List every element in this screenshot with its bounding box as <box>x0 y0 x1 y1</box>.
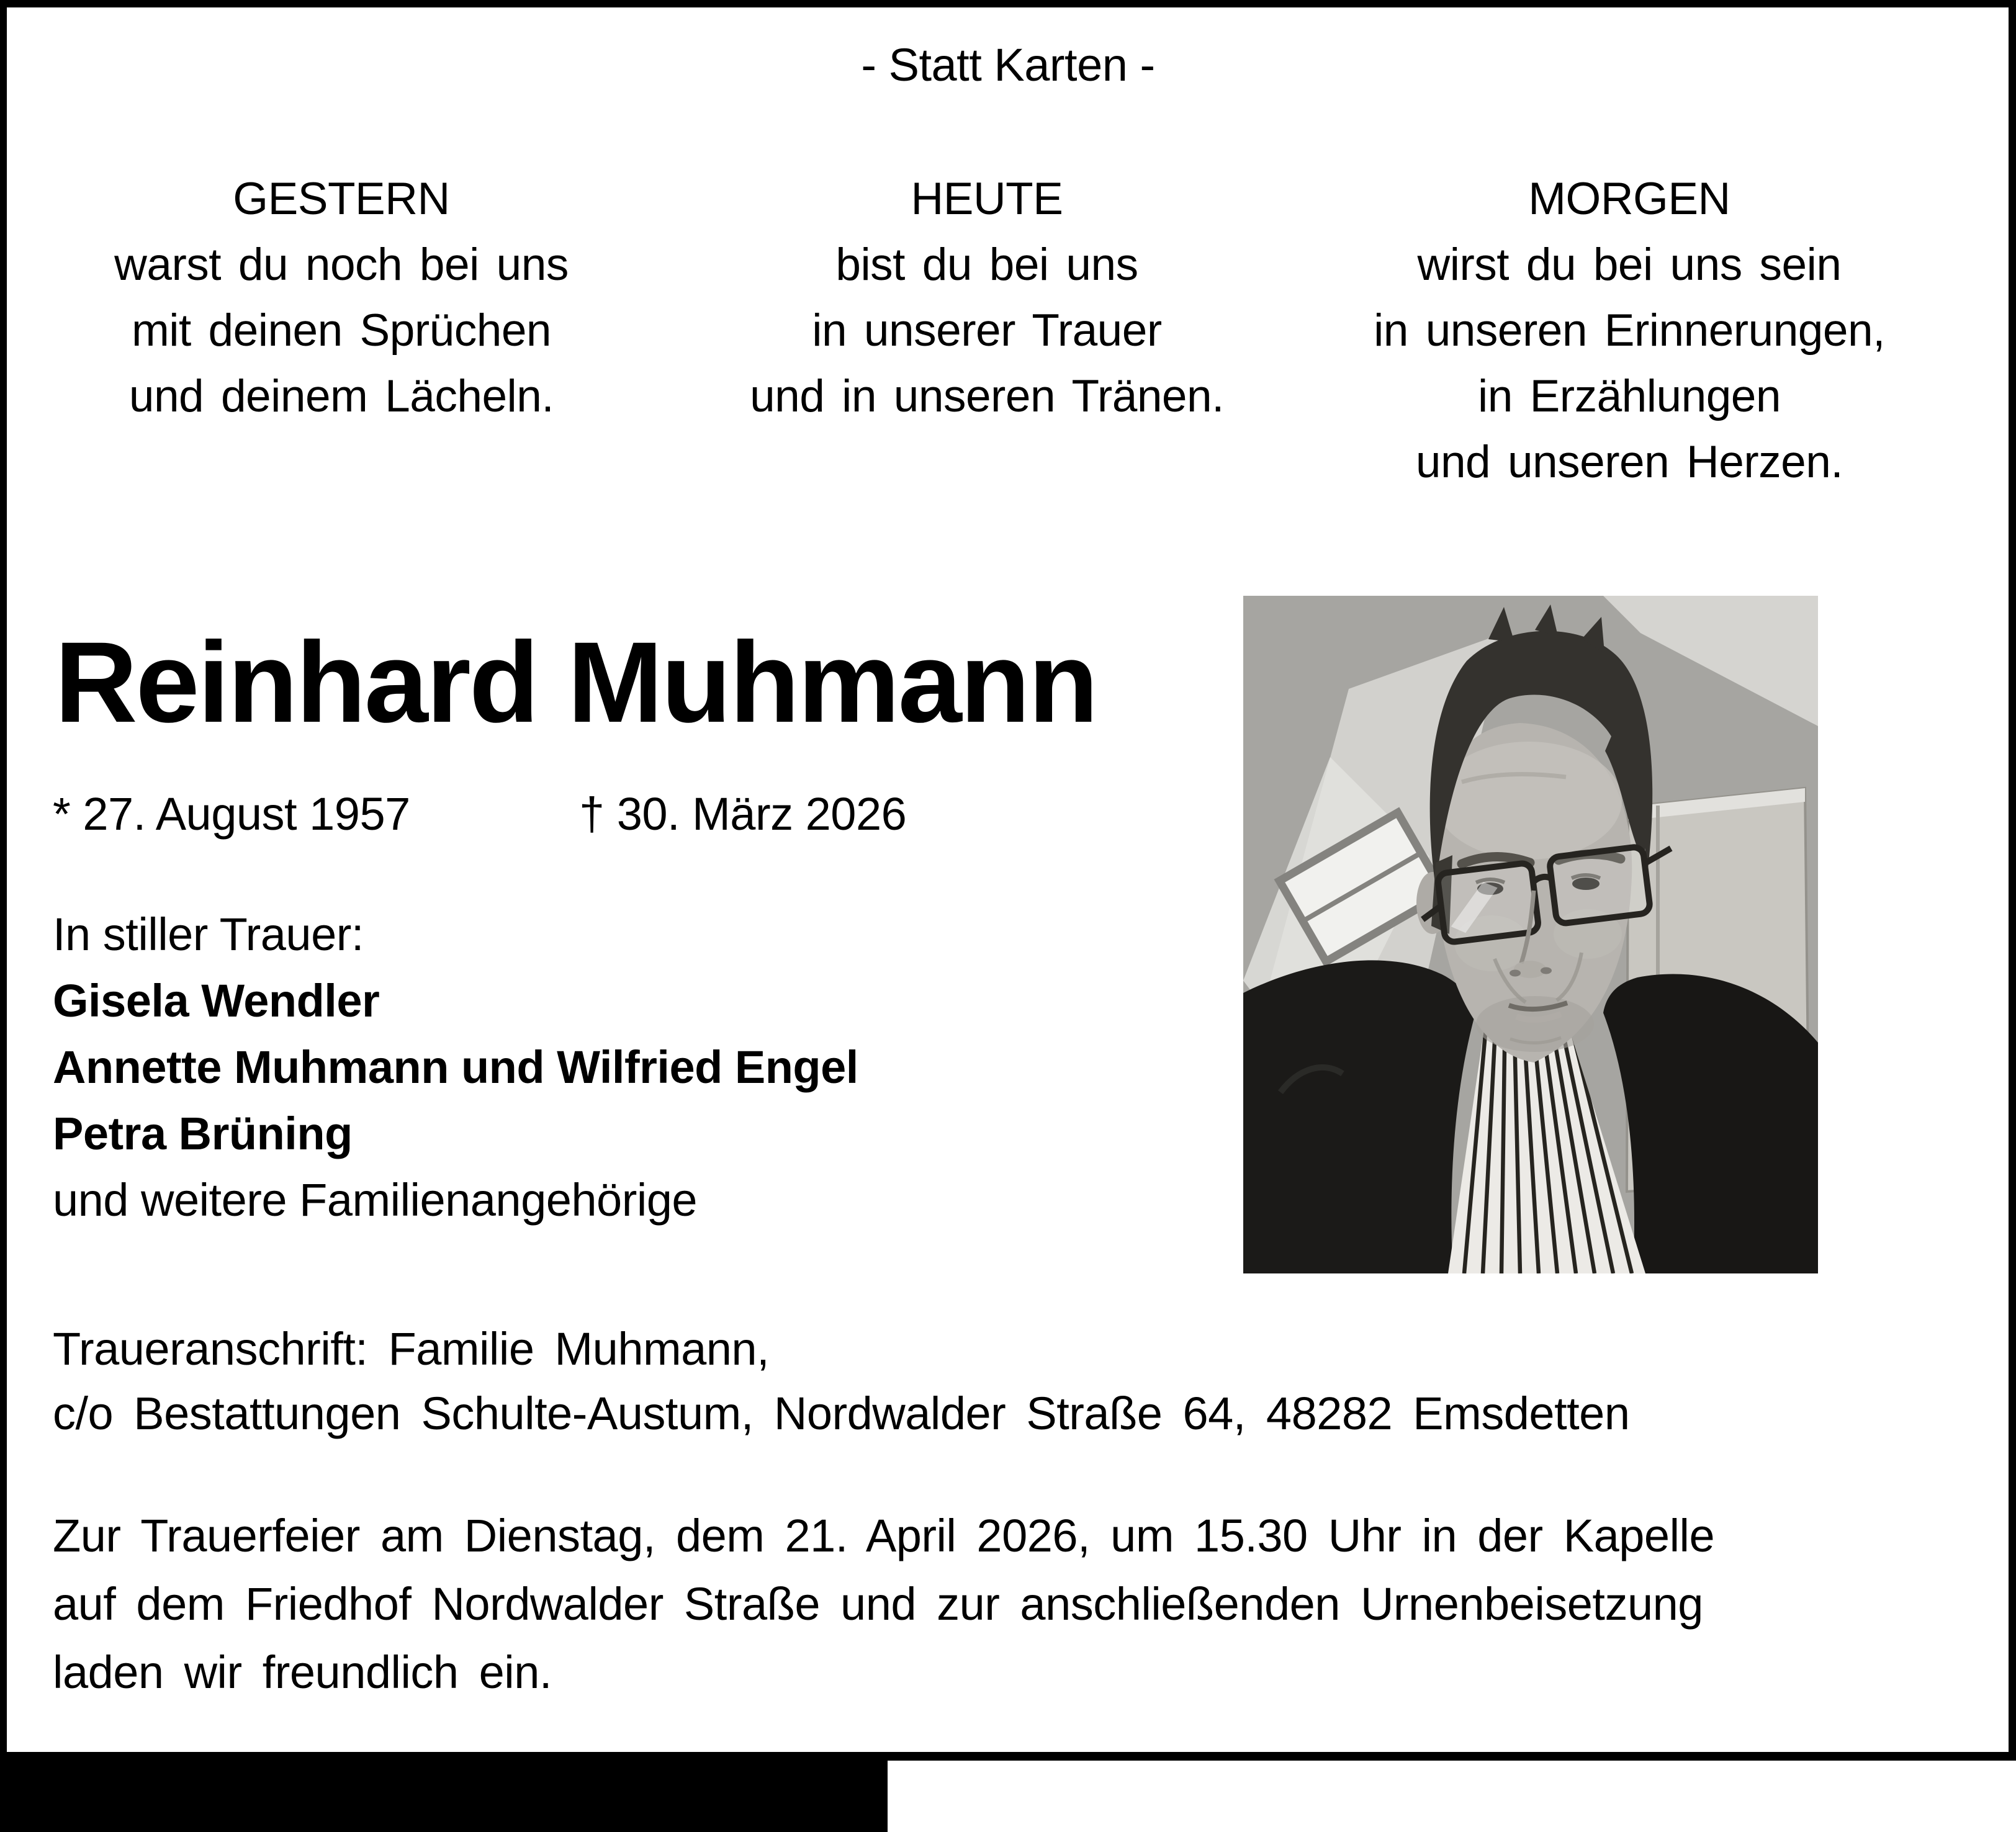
poem-line: in unseren Erinnerungen, <box>1374 305 1885 356</box>
poem-header: MORGEN <box>1528 174 1730 224</box>
mourners-block <box>53 901 858 1233</box>
address-line: c/o Bestattungen Schulte-Austum, Nordwalder Straße 64, 48282 Emsdetten <box>53 1388 1630 1439</box>
portrait-photo-graphic <box>1243 596 1818 1273</box>
life-dates <box>53 783 1108 845</box>
invitation-block <box>53 1502 1714 1707</box>
funeral-address-block <box>53 1317 1630 1446</box>
portrait-photo <box>1243 596 1818 1273</box>
poem-column-heute <box>683 166 1291 429</box>
mourner-name: Petra Brüning <box>53 1108 353 1159</box>
poem-header: HEUTE <box>911 174 1063 224</box>
frame-top-bar <box>0 0 2016 7</box>
frame-bottom-bar <box>0 1752 2016 1761</box>
poem-line: warst du noch bei uns <box>114 240 569 290</box>
invitation-line: Zur Trauerfeier am Dienstag, dem 21. April 2026, um 15.30 Uhr in der Kapelle <box>53 1510 1715 1561</box>
poem-line: bist du bei uns <box>835 240 1138 290</box>
adjacent-page-black-block <box>0 1761 888 1832</box>
poem-header: GESTERN <box>233 174 450 224</box>
mourner-name: Gisela Wendler <box>53 975 380 1026</box>
poem-line: und deinem Lächeln. <box>128 371 554 421</box>
invitation-line: auf dem Friedhof Nordwalder Straße und zur anschließenden Urnenbeisetzung <box>53 1578 1703 1630</box>
statt-karten-note: - Statt Karten - <box>861 39 1155 91</box>
poem-column-gestern <box>37 166 646 429</box>
mourners-intro: In stiller Trauer: <box>53 909 364 960</box>
mourner-name: Annette Muhmann und Wilfried Engel <box>53 1041 858 1093</box>
deceased-name: Reinhard Muhmann <box>55 619 1097 747</box>
frame-right-bar <box>2009 0 2016 1761</box>
poem-line: und unseren Herzen. <box>1415 437 1843 487</box>
poem-line: in Erzählungen <box>1477 371 1781 421</box>
poem-line: wirst du bei uns sein <box>1417 240 1842 290</box>
poem-line: und in unseren Tränen. <box>750 371 1224 421</box>
invitation-line: laden wir freundlich ein. <box>53 1646 552 1698</box>
frame-left-bar <box>0 0 7 1761</box>
poem-line: mit deinen Sprüchen <box>131 305 552 356</box>
birth-date: * 27. August 1957 <box>53 788 410 840</box>
death-date: † 30. März 2026 <box>579 788 907 840</box>
poem-column-morgen <box>1294 166 1964 495</box>
poem-line: in unserer Trauer <box>812 305 1162 356</box>
mourners-closing: und weitere Familienangehörige <box>53 1174 698 1226</box>
address-line: Traueranschrift: Familie Muhmann, <box>53 1323 770 1375</box>
